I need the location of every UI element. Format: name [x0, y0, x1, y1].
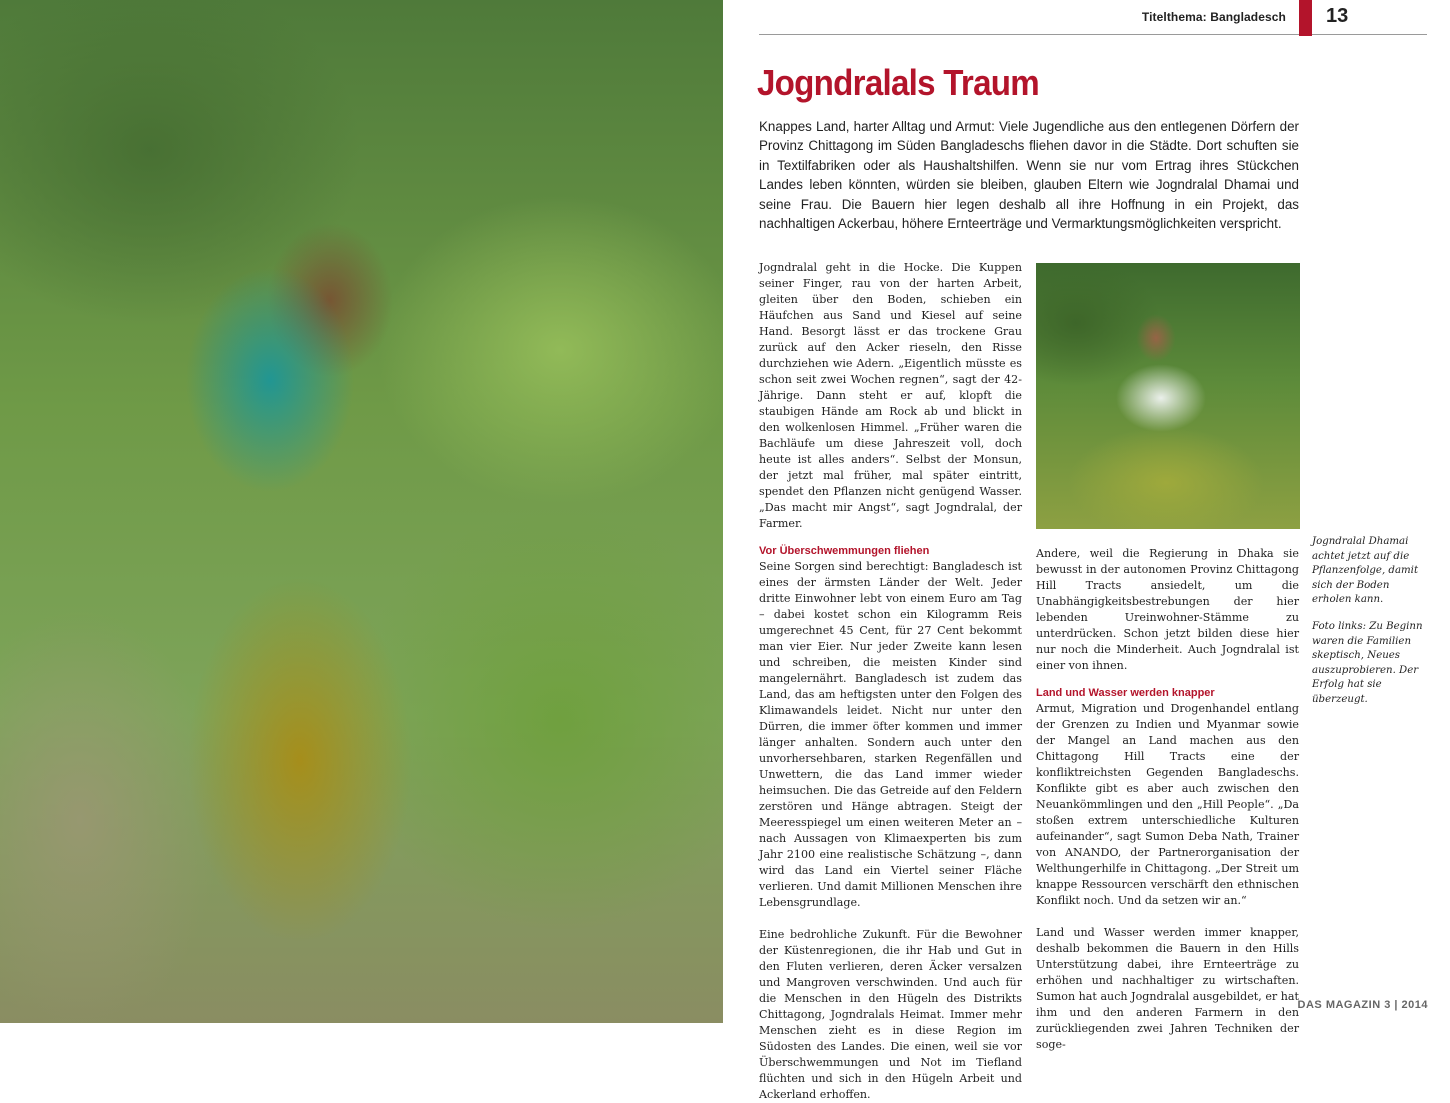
header-rule: [759, 34, 1427, 35]
subheading: Vor Überschwemmungen fliehen: [759, 545, 930, 557]
paragraph: Andere, weil die Regierung in Dhaka sie bewusst in der autonomen Provinz Chittagong Hill Tracts ansiedelt, um die Unabhängigkeitsbestrebungen der hier lebenden Ureinwohner-Stämme zu unterdrücken. Schon jetzt bilden diese hier nur noch die Minderheit. Auch Jogndralal ist einer von ihnen.: [1036, 547, 1299, 672]
caption-left-photo: Foto links: Zu Beginn waren die Familien skeptisch, Neues auszuprobieren. Der Erfolg hat sie überzeugt.: [1312, 620, 1423, 705]
photo-woman-harvesting: [0, 0, 723, 1023]
paragraph: Land und Wasser werden immer knapper, deshalb bekommen die Bauern in den Hills Unterstützung dabei, ihre Ernteerträge zu erhöhen und nachhaltiger zu wirtschaften. Sumon hat auch Jogndralal ausgebildet, er hat ihm und den anderen Farmern in den zurückliegenden zwei Jahren Techniken der soge-: [1036, 926, 1299, 1051]
paragraph: Seine Sorgen sind berechtigt: Bangladesch ist eines der ärmsten Länder der Welt. Jeder dritte Einwohner lebt von einem Euro am Tag – dabei kostet schon ein Kilogramm Reis umgerechnet 45 Cent, für 27 Cent bekommt man vier Eier. Nur jeder Zweite kann lesen und schreiben, die meisten Kinder sind mangelernährt. Bangladesch ist zudem das Land, das am heftigsten unter den Folgen des Klimawandels leidet. Nicht nur unter den Dürren, die immer öfter kommen und immer länger anhalten. Sondern auch unter den unvorhersehbaren, starken Regenfällen und Unwettern, die das Land immer wieder heimsuchen. Die das Getreide auf den Feldern zerstören und Hänge abtragen. Steigt der Meeresspiegel um einen weiteren Meter an – nach Aussagen von Klimaexperten bis zum Jahr 2100 eine realistische Schätzung –, dann wird das Land ein Viertel seiner Fläche verlieren. Und damit Millionen Menschen ihre Lebensgrundlage.: [759, 560, 1022, 909]
paragraph: Eine bedrohliche Zukunft. Für die Bewohner der Küstenregionen, die ihr Hab und Gut in den Fluten verlieren, deren Äcker versalzen und Mangroven verschwinden. Und auch für die Menschen in den Hügeln des Distrikts Chittagong, Jogndralals Heimat. Immer mehr Menschen zieht es in diese Region im Südosten des Landes. Die einen, weil sie vor Überschwemmungen und Not im Tiefland flüchten und sich in den Hügeln Arbeit und Ackerland erhoffen.: [759, 928, 1022, 1101]
paragraph: Armut, Migration und Drogenhandel entlang der Grenzen zu Indien und Myanmar sowie der Mangel an Land machen aus den Chittagong Hill Tracts eine der konfliktreichsten Gegenden Bangladeschs. Konflikte gibt es aber auch zwischen den Neuankömmlingen und den „Hill People“. „Da stoßen extrem unterschiedliche Kulturen aufeinander“, sagt Sumon Deba Nath, Trainer von ANANDO, der Partnerorganisation der Welthungerhilfe in Chittagong. „Der Streit um knappe Ressourcen verschärft den ethnischen Konflikt noch. Und da setzen wir an.“: [1036, 702, 1299, 907]
magazine-footer: DAS MAGAZIN 3 | 2014: [1297, 999, 1428, 1011]
subheading: Land und Wasser werden knapper: [1036, 687, 1215, 699]
caption-right-photo: Jogndralal Dhamai achtet jetzt auf die Pflanzenfolge, damit sich der Boden erholen kann.: [1312, 536, 1419, 606]
article-title: Jogndralals Traum: [757, 62, 1039, 103]
page-tab-accent: [1299, 0, 1312, 36]
photo-caption: [1312, 535, 1430, 708]
photo-farmer-field: [1036, 263, 1300, 529]
page-number: 13: [1326, 5, 1349, 27]
article-column-2: [1036, 546, 1299, 1053]
article-lead: Knappes Land, harter Alltag und Armut: Viele Jugendliche aus den entlegenen Dörfern der Provinz Chittagong im Süden Bangladeschs fliehen davor in die Städte. Dort schuften sie in Textilfabriken oder als Haushaltshilfen. Wenn sie nur vom Ertrag ihres Stückchen Landes leben könnten, würden sie bleiben, glauben Eltern wie Jogndralal Dhamai und seine Frau. Die Bauern hier legen deshalb all ihre Hoffnung in ein Projekt, das nachhaltigen Ackerbau, höhere Ernteerträge und Vermarktungsmöglichkeiten verspricht.: [759, 119, 1299, 232]
article-column-1: [759, 260, 1022, 1103]
paragraph: Jogndralal geht in die Hocke. Die Kuppen seiner Finger, rau von der harten Arbeit, gleiten über den Boden, schieben ein Häufchen aus Sand und Kiesel auf seine Hand. Besorgt lässt er das trockene Grau zurück auf den Acker rieseln, den Risse durchziehen wie Adern. „Eigentlich müsste es schon seit zwei Wochen regnen“, sagt der 42-Jährige. Dann steht er auf, klopft die staubigen Hände am Rock ab und blickt in den wolkenlosen Himmel. „Früher waren die Bachläufe um diese Jahreszeit voll, doch heute ist alles anders“. Selbst der Monsun, der jetzt mal früher, mal später eintritt, spendet den Pflanzen nicht genügend Wasser. „Das macht mir Angst“, sagt Jogndralal, der Farmer.: [759, 261, 1022, 530]
section-label: Titelthema: Bangladesch: [1141, 10, 1286, 24]
